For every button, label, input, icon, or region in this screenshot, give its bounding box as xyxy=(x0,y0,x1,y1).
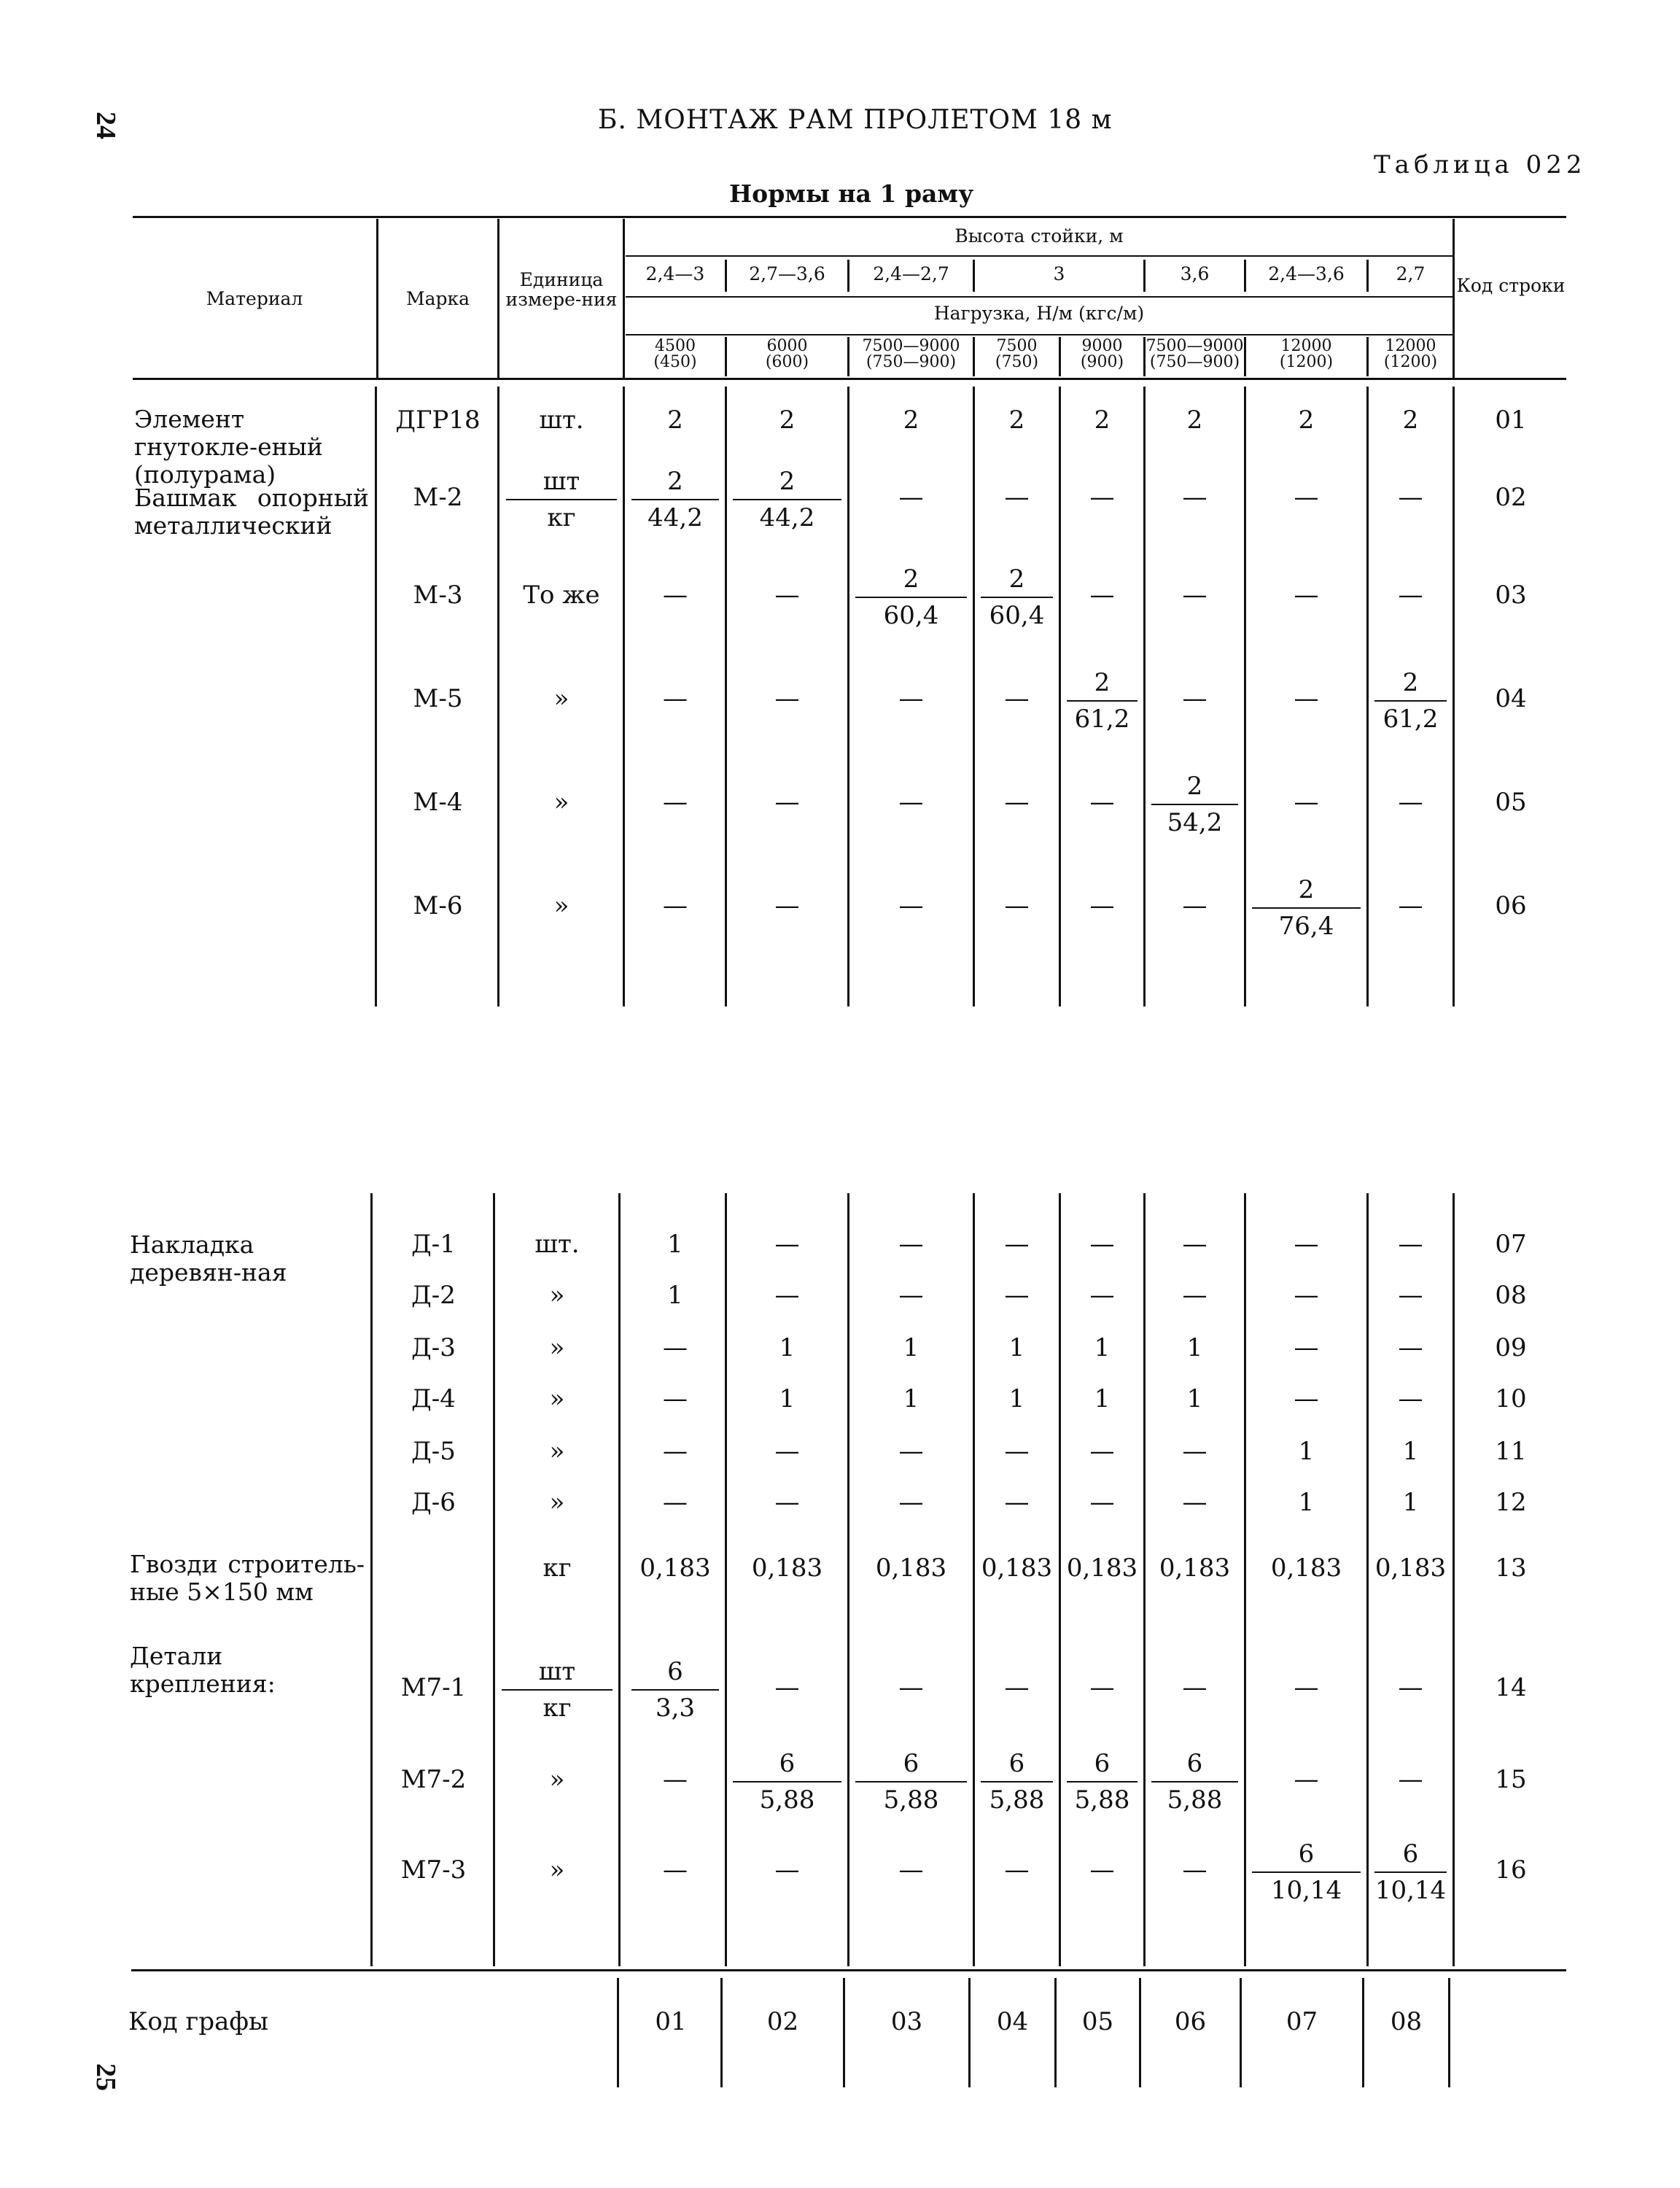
fraction-numerator: 6 xyxy=(667,1657,683,1686)
row-value: — xyxy=(1398,1384,1423,1413)
row-code: 12 xyxy=(1495,1488,1527,1517)
row-value: — xyxy=(1294,1765,1319,1794)
row-value: 0,183 xyxy=(639,1553,711,1583)
fraction-bar xyxy=(733,499,841,500)
row-value: — xyxy=(774,581,800,610)
row-unit: » xyxy=(549,1333,565,1362)
row-value: — xyxy=(1089,1437,1115,1466)
row-value-fraction xyxy=(975,1747,1059,1816)
fraction-denominator: 5,88 xyxy=(883,1785,939,1815)
row-value: — xyxy=(774,1437,800,1466)
row-value: — xyxy=(1004,1673,1030,1702)
row-value: 1 xyxy=(1186,1333,1203,1362)
fraction-bar xyxy=(981,597,1053,598)
row-code: 13 xyxy=(1495,1553,1527,1583)
row-value: 2 xyxy=(1008,406,1025,435)
row-value: — xyxy=(663,1488,688,1517)
row-mark: Д-5 xyxy=(411,1437,456,1466)
row-value: 0,183 xyxy=(1159,1553,1231,1583)
row-value: 1 xyxy=(1094,1384,1111,1413)
row-mark: М-4 xyxy=(413,788,463,817)
row-value-fraction xyxy=(626,1656,725,1724)
fraction-denominator: 10,14 xyxy=(1270,1876,1342,1905)
footer-label: Код графы xyxy=(128,2007,269,2036)
row-value-fraction xyxy=(1061,1747,1143,1816)
s1-divider xyxy=(623,387,625,1006)
row-value-fraction xyxy=(849,563,973,632)
row-value: — xyxy=(1089,483,1115,512)
fraction-bar xyxy=(1252,1871,1361,1873)
row-mark: ДГР18 xyxy=(395,406,481,435)
row-code: 04 xyxy=(1495,684,1527,713)
header-mark: Марка xyxy=(405,288,470,309)
row-value: — xyxy=(1398,1281,1423,1310)
row-value: — xyxy=(663,1765,688,1794)
row-value: — xyxy=(774,1230,800,1259)
row-value: — xyxy=(1004,684,1030,713)
row-value: — xyxy=(1004,1488,1030,1517)
row-value: 1 xyxy=(779,1333,796,1362)
row-code: 15 xyxy=(1495,1765,1527,1794)
row-value: — xyxy=(663,1384,688,1413)
row-value: — xyxy=(1398,483,1423,512)
row-unit: шт. xyxy=(539,406,584,435)
header-load-group: Нагрузка, Н/м (кгс/м) xyxy=(933,303,1145,324)
row-value: — xyxy=(898,1230,924,1259)
row-value: 0,183 xyxy=(1270,1553,1342,1583)
s2-divider xyxy=(618,1193,621,1966)
s2-divider xyxy=(370,1193,373,1966)
header-load: 7500—9000 (750—900) xyxy=(862,337,960,371)
row-code: 16 xyxy=(1495,1855,1527,1885)
fraction-denominator: 5,88 xyxy=(1167,1785,1223,1815)
fraction-denominator: 54,2 xyxy=(1167,808,1223,837)
row-mark: М-3 xyxy=(413,581,463,610)
row-value: 1 xyxy=(1402,1488,1419,1517)
row-mark: М-6 xyxy=(413,891,463,920)
row-unit xyxy=(500,465,623,534)
table-label: Таблица 022 xyxy=(1374,150,1587,179)
footer-column-code: 04 xyxy=(996,2007,1029,2036)
fraction-bar xyxy=(1151,1781,1238,1782)
row-value: — xyxy=(1182,1488,1208,1517)
row-value-fraction xyxy=(1246,874,1366,942)
row-value: — xyxy=(1182,581,1208,610)
material-label: Детали крепления: xyxy=(130,1642,276,1698)
row-unit: » xyxy=(549,1855,565,1885)
row-value: — xyxy=(1089,788,1115,817)
row-value: 1 xyxy=(903,1333,919,1362)
footer-divider xyxy=(617,1978,619,2087)
row-code: 08 xyxy=(1495,1281,1527,1310)
fraction-numerator: 6 xyxy=(779,1749,796,1778)
fraction-denominator: 76,4 xyxy=(1278,912,1334,941)
fraction-numerator: шт xyxy=(538,1657,576,1686)
fraction-bar xyxy=(733,1781,841,1782)
fraction-numerator: 2 xyxy=(903,565,919,594)
fraction-numerator: 6 xyxy=(1402,1839,1419,1869)
section-title: Б. МОНТАЖ РАМ ПРОЛЕТОМ 18 м xyxy=(598,105,1113,135)
fraction-denominator: 5,88 xyxy=(1074,1785,1130,1815)
row-value: — xyxy=(898,684,924,713)
row-value-fraction xyxy=(849,1747,973,1816)
fraction-numerator: 2 xyxy=(667,467,683,496)
row-value-fraction xyxy=(1246,1838,1366,1906)
row-value: 0,183 xyxy=(1066,1553,1138,1583)
row-value: 1 xyxy=(1094,1333,1111,1362)
header-top-rule xyxy=(133,216,1566,218)
row-value: — xyxy=(1182,1230,1208,1259)
row-value: — xyxy=(1398,1333,1423,1362)
row-value: — xyxy=(898,1673,924,1702)
fraction-bar xyxy=(1067,700,1138,702)
row-value: — xyxy=(774,891,800,920)
page-number-bottom: 25 xyxy=(90,2063,121,2091)
row-value: — xyxy=(1398,1673,1423,1702)
row-unit: » xyxy=(549,1281,565,1310)
row-code: 11 xyxy=(1495,1437,1527,1466)
row-mark: М7-1 xyxy=(400,1673,467,1702)
row-value-fraction xyxy=(1146,770,1244,839)
s2-divider xyxy=(1452,1193,1455,1966)
row-value-fraction xyxy=(1369,667,1452,735)
row-unit: » xyxy=(549,1488,565,1517)
row-value: — xyxy=(1182,891,1208,920)
fraction-bar xyxy=(502,1689,612,1691)
row-value-fraction xyxy=(1369,1838,1452,1906)
fraction-numerator: 2 xyxy=(1094,668,1111,697)
row-unit: » xyxy=(549,1437,565,1466)
header-bottom-rule xyxy=(133,378,1566,380)
row-value: — xyxy=(1182,684,1208,713)
footer-column-code: 06 xyxy=(1174,2007,1207,2036)
row-value: 1 xyxy=(1298,1437,1315,1466)
row-value: 2 xyxy=(1298,406,1315,435)
row-value: — xyxy=(774,1855,800,1885)
row-value-fraction xyxy=(626,465,725,534)
fraction-bar xyxy=(1252,907,1361,909)
footer-column-code: 01 xyxy=(655,2007,687,2036)
row-value: — xyxy=(1089,891,1115,920)
row-value: — xyxy=(1004,891,1030,920)
row-value: — xyxy=(774,684,800,713)
row-unit: » xyxy=(553,684,569,713)
row-value: 1 xyxy=(903,1384,919,1413)
row-value: — xyxy=(1089,1673,1115,1702)
row-value: — xyxy=(898,1488,924,1517)
row-value: — xyxy=(1182,1673,1208,1702)
row-value: — xyxy=(663,684,688,713)
row-value: — xyxy=(774,1281,800,1310)
fraction-bar xyxy=(1151,804,1238,805)
row-unit: » xyxy=(553,891,569,920)
hdr-rule-heights-bottom xyxy=(626,296,1452,298)
row-value: 0,183 xyxy=(751,1553,823,1583)
row-value: — xyxy=(1182,483,1208,512)
row-code: 10 xyxy=(1495,1384,1527,1413)
material-label: Гвозди строитель-ные 5×150 мм xyxy=(130,1550,365,1606)
row-value: 1 xyxy=(1186,1384,1203,1413)
header-load: 12000 (1200) xyxy=(1279,337,1334,371)
header-height: 2,7 xyxy=(1396,263,1426,284)
row-value: — xyxy=(1294,1384,1319,1413)
row-value: — xyxy=(1182,1437,1208,1466)
row-value: — xyxy=(1004,788,1030,817)
row-code: 14 xyxy=(1495,1673,1527,1702)
row-code: 01 xyxy=(1495,406,1527,435)
material-label: Элемент гнутокле-еный (полурама) xyxy=(134,405,323,489)
row-code: 03 xyxy=(1495,581,1527,610)
fraction-numerator: 6 xyxy=(1186,1749,1203,1778)
fraction-denominator: 61,2 xyxy=(1382,705,1439,734)
material-label: Башмак опорный металлический xyxy=(134,484,369,540)
row-value: 1 xyxy=(1008,1333,1025,1362)
row-value: — xyxy=(898,483,924,512)
row-value: — xyxy=(1398,788,1423,817)
row-value: 1 xyxy=(1402,1437,1419,1466)
fraction-bar xyxy=(506,499,617,500)
row-value: — xyxy=(774,1673,800,1702)
row-mark: Д-2 xyxy=(411,1281,456,1310)
fraction-bar xyxy=(631,1689,719,1691)
header-load: 7500 (750) xyxy=(995,337,1039,371)
hdr-divider-4 xyxy=(1452,219,1455,378)
row-value: — xyxy=(1294,483,1319,512)
row-value: 0,183 xyxy=(981,1553,1053,1583)
fraction-numerator: 6 xyxy=(1008,1749,1025,1778)
header-height: 2,7—3,6 xyxy=(749,263,825,284)
fraction-numerator: 2 xyxy=(1298,875,1315,904)
row-unit: » xyxy=(553,788,569,817)
row-value: — xyxy=(663,788,688,817)
fraction-numerator: 6 xyxy=(1298,1839,1315,1869)
s1-divider xyxy=(497,387,499,1006)
row-unit: То же xyxy=(523,581,600,610)
header-material: Материал xyxy=(206,288,303,309)
row-value: — xyxy=(1004,1437,1030,1466)
row-value: — xyxy=(663,581,688,610)
header-height: 3 xyxy=(1053,263,1065,284)
row-value: — xyxy=(663,1855,688,1885)
material-label: Накладка деревян-ная xyxy=(130,1230,287,1287)
row-value: 1 xyxy=(1298,1488,1315,1517)
fraction-numerator: 6 xyxy=(1094,1749,1111,1778)
fraction-numerator: шт xyxy=(542,467,580,496)
header-row-code: Код строки xyxy=(1456,275,1566,296)
header-height: 3,6 xyxy=(1180,263,1210,284)
row-value: — xyxy=(1004,1281,1030,1310)
hdr-divider-3 xyxy=(623,219,625,378)
header-unit: Единица измере-ния xyxy=(505,269,618,310)
fraction-denominator: кг xyxy=(547,503,576,532)
row-value: 0,183 xyxy=(1374,1553,1447,1583)
row-unit: » xyxy=(549,1765,565,1794)
fraction-denominator: 3,3 xyxy=(655,1694,696,1723)
footer-column-code: 08 xyxy=(1390,2007,1423,2036)
row-value: — xyxy=(774,788,800,817)
s1-divider xyxy=(375,387,377,1006)
hdr-rule-load-bottom xyxy=(626,334,1452,335)
footer-top-rule xyxy=(131,1969,1566,1971)
row-mark: Д-4 xyxy=(411,1384,456,1413)
header-load: 4500 (450) xyxy=(653,337,697,371)
row-value: 0,183 xyxy=(875,1553,947,1583)
header-height: 2,4—2,7 xyxy=(873,263,949,284)
row-value: 2 xyxy=(1094,406,1111,435)
row-value: 2 xyxy=(1402,406,1419,435)
header-load: 9000 (900) xyxy=(1080,337,1124,371)
row-value: — xyxy=(898,788,924,817)
header-height-group: Высота стойки, м xyxy=(954,225,1124,247)
row-code: 05 xyxy=(1495,788,1527,817)
row-value: 2 xyxy=(667,406,683,435)
header-height: 2,4—3 xyxy=(645,263,705,284)
fraction-bar xyxy=(855,597,967,598)
row-mark: М-2 xyxy=(413,483,463,512)
row-value: — xyxy=(1004,1855,1030,1885)
footer-column-code: 05 xyxy=(1081,2007,1114,2036)
row-value: 1 xyxy=(779,1384,796,1413)
row-value: 1 xyxy=(667,1281,683,1310)
row-value-fraction xyxy=(975,563,1059,632)
row-unit: кг xyxy=(542,1553,572,1583)
row-mark: Д-3 xyxy=(411,1333,456,1362)
row-value: — xyxy=(1294,788,1319,817)
row-value: — xyxy=(898,1281,924,1310)
row-value: — xyxy=(898,1855,924,1885)
fraction-numerator: 2 xyxy=(779,467,796,496)
row-value: — xyxy=(1182,1855,1208,1885)
row-value: — xyxy=(663,891,688,920)
fraction-denominator: 10,14 xyxy=(1374,1876,1447,1905)
row-value-fraction xyxy=(727,1747,847,1816)
fraction-bar xyxy=(981,1781,1053,1782)
row-value: — xyxy=(1294,581,1319,610)
row-unit xyxy=(496,1656,618,1724)
row-value: — xyxy=(1398,891,1423,920)
row-value-fraction xyxy=(1061,667,1143,735)
row-code: 09 xyxy=(1495,1333,1527,1362)
footer-column-code: 07 xyxy=(1286,2007,1318,2036)
row-value: — xyxy=(1089,1281,1115,1310)
fraction-bar xyxy=(1067,1781,1138,1782)
row-value: — xyxy=(1089,1230,1115,1259)
footer-column-code: 02 xyxy=(766,2007,799,2036)
footer-divider xyxy=(1448,1978,1450,2087)
fraction-numerator: 6 xyxy=(903,1749,919,1778)
header-load: 7500—9000 (750—900) xyxy=(1146,337,1244,371)
row-value: — xyxy=(1294,1281,1319,1310)
row-value: 2 xyxy=(1186,406,1203,435)
row-value: 2 xyxy=(903,406,919,435)
row-value: — xyxy=(1294,1230,1319,1259)
row-value: — xyxy=(1004,483,1030,512)
row-unit: » xyxy=(549,1384,565,1413)
fraction-denominator: кг xyxy=(542,1694,572,1723)
hdr-divider-2 xyxy=(497,219,499,378)
row-unit: шт. xyxy=(534,1230,580,1259)
row-code: 02 xyxy=(1495,483,1527,512)
fraction-numerator: 2 xyxy=(1186,772,1203,801)
hdr-rule-heights-top xyxy=(626,255,1452,257)
row-code: 07 xyxy=(1495,1230,1527,1259)
row-value: — xyxy=(1294,1333,1319,1362)
footer-column-code: 03 xyxy=(890,2007,923,2036)
header-height: 2,4—3,6 xyxy=(1268,263,1345,284)
row-mark: М7-3 xyxy=(400,1855,467,1885)
row-value: — xyxy=(1398,581,1423,610)
header-load: 6000 (600) xyxy=(765,337,809,371)
fraction-denominator: 5,88 xyxy=(989,1785,1045,1815)
fraction-bar xyxy=(1374,700,1447,702)
row-value: — xyxy=(1398,1765,1423,1794)
row-value: — xyxy=(898,1437,924,1466)
row-mark: Д-1 xyxy=(411,1230,456,1259)
row-value: — xyxy=(1089,1855,1115,1885)
fraction-bar xyxy=(1374,1871,1447,1873)
fraction-denominator: 61,2 xyxy=(1074,705,1130,734)
row-value: — xyxy=(663,1437,688,1466)
row-value: — xyxy=(1294,1673,1319,1702)
row-value: — xyxy=(774,1488,800,1517)
s1-divider xyxy=(1452,387,1455,1006)
row-value-fraction xyxy=(727,465,847,534)
row-value: — xyxy=(1294,684,1319,713)
fraction-numerator: 2 xyxy=(1402,668,1419,697)
row-value: — xyxy=(898,891,924,920)
fraction-bar xyxy=(631,499,719,500)
page-number-top: 24 xyxy=(90,112,121,139)
row-mark: М7-2 xyxy=(400,1765,467,1794)
fraction-bar xyxy=(855,1781,967,1782)
row-value: — xyxy=(1004,1230,1030,1259)
row-code: 06 xyxy=(1495,891,1527,920)
table-subtitle: Нормы на 1 раму xyxy=(729,179,974,208)
fraction-denominator: 60,4 xyxy=(989,601,1045,630)
s2-divider xyxy=(493,1193,495,1966)
row-value: — xyxy=(1398,1230,1423,1259)
row-value: — xyxy=(1182,1281,1208,1310)
fraction-denominator: 44,2 xyxy=(759,503,815,532)
row-value: 2 xyxy=(779,406,796,435)
row-value: 1 xyxy=(667,1230,683,1259)
row-mark: Д-6 xyxy=(411,1488,456,1517)
fraction-denominator: 5,88 xyxy=(759,1785,815,1815)
row-value: — xyxy=(1089,1488,1115,1517)
fraction-denominator: 60,4 xyxy=(883,601,939,630)
row-mark: М-5 xyxy=(413,684,463,713)
fraction-numerator: 2 xyxy=(1008,565,1025,594)
row-value: — xyxy=(1089,581,1115,610)
row-value: 1 xyxy=(1008,1384,1025,1413)
fraction-denominator: 44,2 xyxy=(648,503,703,532)
row-value-fraction xyxy=(1146,1747,1244,1816)
header-load: 12000 (1200) xyxy=(1383,337,1438,371)
row-value: — xyxy=(663,1333,688,1362)
